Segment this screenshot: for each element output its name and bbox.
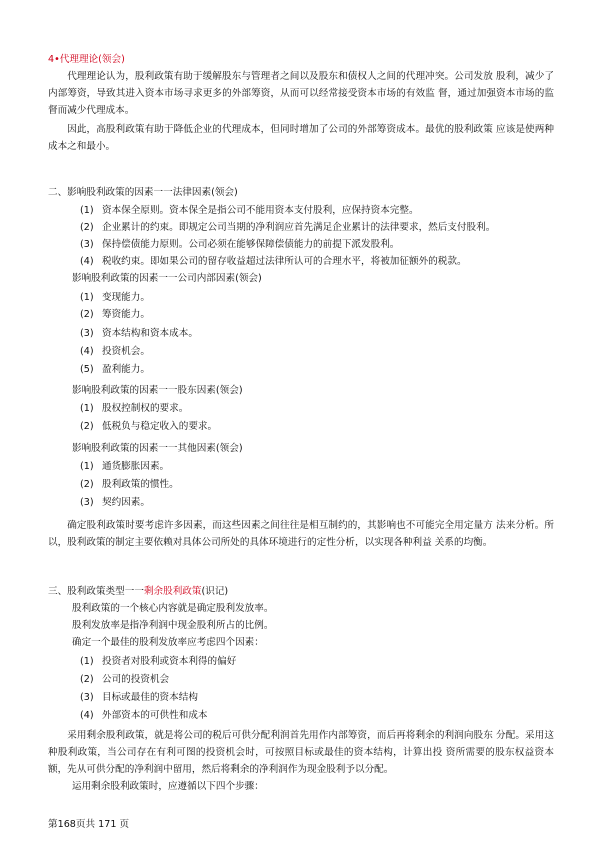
list-item: (2) 公司的投资机会	[80, 674, 170, 685]
list-item: (4) 投资机会。	[80, 346, 150, 357]
list-item: (2) 低税负与稳定收入的要求。	[80, 421, 218, 432]
section3-last-line: 运用剩余股利政策时，应遵循以下四个步骤：	[72, 781, 264, 792]
internal-factors-heading: 影响股利政策的因素一一公司内部因素(领会)	[72, 273, 262, 284]
list-item: (2) 筹资能力。	[80, 309, 150, 320]
shareholder-factors-heading: 影响股利政策的因素一一股东因素(领会)	[72, 385, 243, 396]
list-item: (4) 外部资本的可供性和成本	[80, 710, 208, 721]
section3-paragraph: 采用剩余股利政策，就是将公司的税后可供分配利润首先用作内部筹资，而后再将剩余的利润向股东 分配。采用这种股利政策，当公司存在有利可图的投资机会时，可按照目标或最佳的资本结构，计算出投 资所需要的股东权益资本额，先从可供分配的净利润中留用，然后将剩余的净利润作为现金股利予以分配。	[48, 730, 554, 775]
list-item: (1) 资本保全原则。资本保全是指公司不能用资本支付股利，应保持资本完整。	[80, 205, 419, 216]
list-item: (1) 通货膨胀因素。	[80, 461, 170, 472]
section2-heading: 二、影响股利政策的因素一一法律因素(领会)	[48, 187, 238, 198]
list-item: (1) 变现能力。	[80, 292, 150, 303]
section3-heading: 三、股利政策类型一一剩余股利政策(识记)	[48, 586, 229, 597]
list-item: (3) 契约因素。	[80, 497, 150, 508]
section3-line-2: 股利发放率是指净利润中现金股利所占的比例。	[72, 620, 274, 631]
section3-line-3: 确定一个最佳的股利发放率应考虑四个因素：	[72, 637, 264, 648]
list-item: (3) 目标或最佳的资本结构	[80, 692, 198, 703]
section4-paragraph-1: 代理理论认为，股利政策有助于缓解股东与管理者之间以及股东和债权人之间的代理冲突。公司发放 股利，减少了内部筹资，导致其进入资本市场寻求更多的外部筹资，从而可以经常接受资本市场的有效监 督，通过加强资本市场的监督而减少代理成本。	[48, 71, 554, 116]
list-item: (2) 股利政策的惯性。	[80, 479, 179, 490]
section3-line-1: 股利政策的一个核心内容就是确定股利发放率。	[72, 603, 274, 614]
list-item: (1) 投资者对股利或资本利得的偏好	[80, 656, 237, 667]
list-item: (3) 保持偿债能力原则。公司必须在能够保障偿债能力的前提下派发股利。	[80, 239, 400, 250]
list-item: (5) 盈利能力。	[80, 364, 150, 375]
page-footer: 第168页共 171 页	[48, 819, 130, 830]
list-item: (2) 企业累计的约束。即规定公司当期的净利润应首先满足企业累计的法律要求，然后支付股利。	[80, 222, 496, 233]
other-factors-heading: 影响股利政策的因素一一其他因素(领会)	[72, 443, 243, 454]
section4-paragraph-2: 因此，高股利政策有助于降低企业的代理成本，但同时增加了公司的外部筹资成本。最优的股利政策 应该是使两种成本之和最小。	[48, 124, 554, 152]
section2-summary: 确定股利政策时要考虑许多因素，而这些因素之间往往是相互制约的，其影响也不可能完全用定量方 法来分析。所以，股利政策的制定主要依赖对具体公司所处的具体环境进行的定性分析，以实现各种利益 关系的均衡。	[48, 520, 554, 548]
list-item: (3) 资本结构和资本成本。	[80, 328, 198, 339]
list-item: (4) 税收约束。即如果公司的留存收益超过法律所认可的合理水平，将被加征额外的税款。	[80, 256, 467, 267]
section4-heading: 4•代理理论(领会)	[48, 54, 125, 65]
list-item: (1) 股权控制权的要求。	[80, 403, 189, 414]
